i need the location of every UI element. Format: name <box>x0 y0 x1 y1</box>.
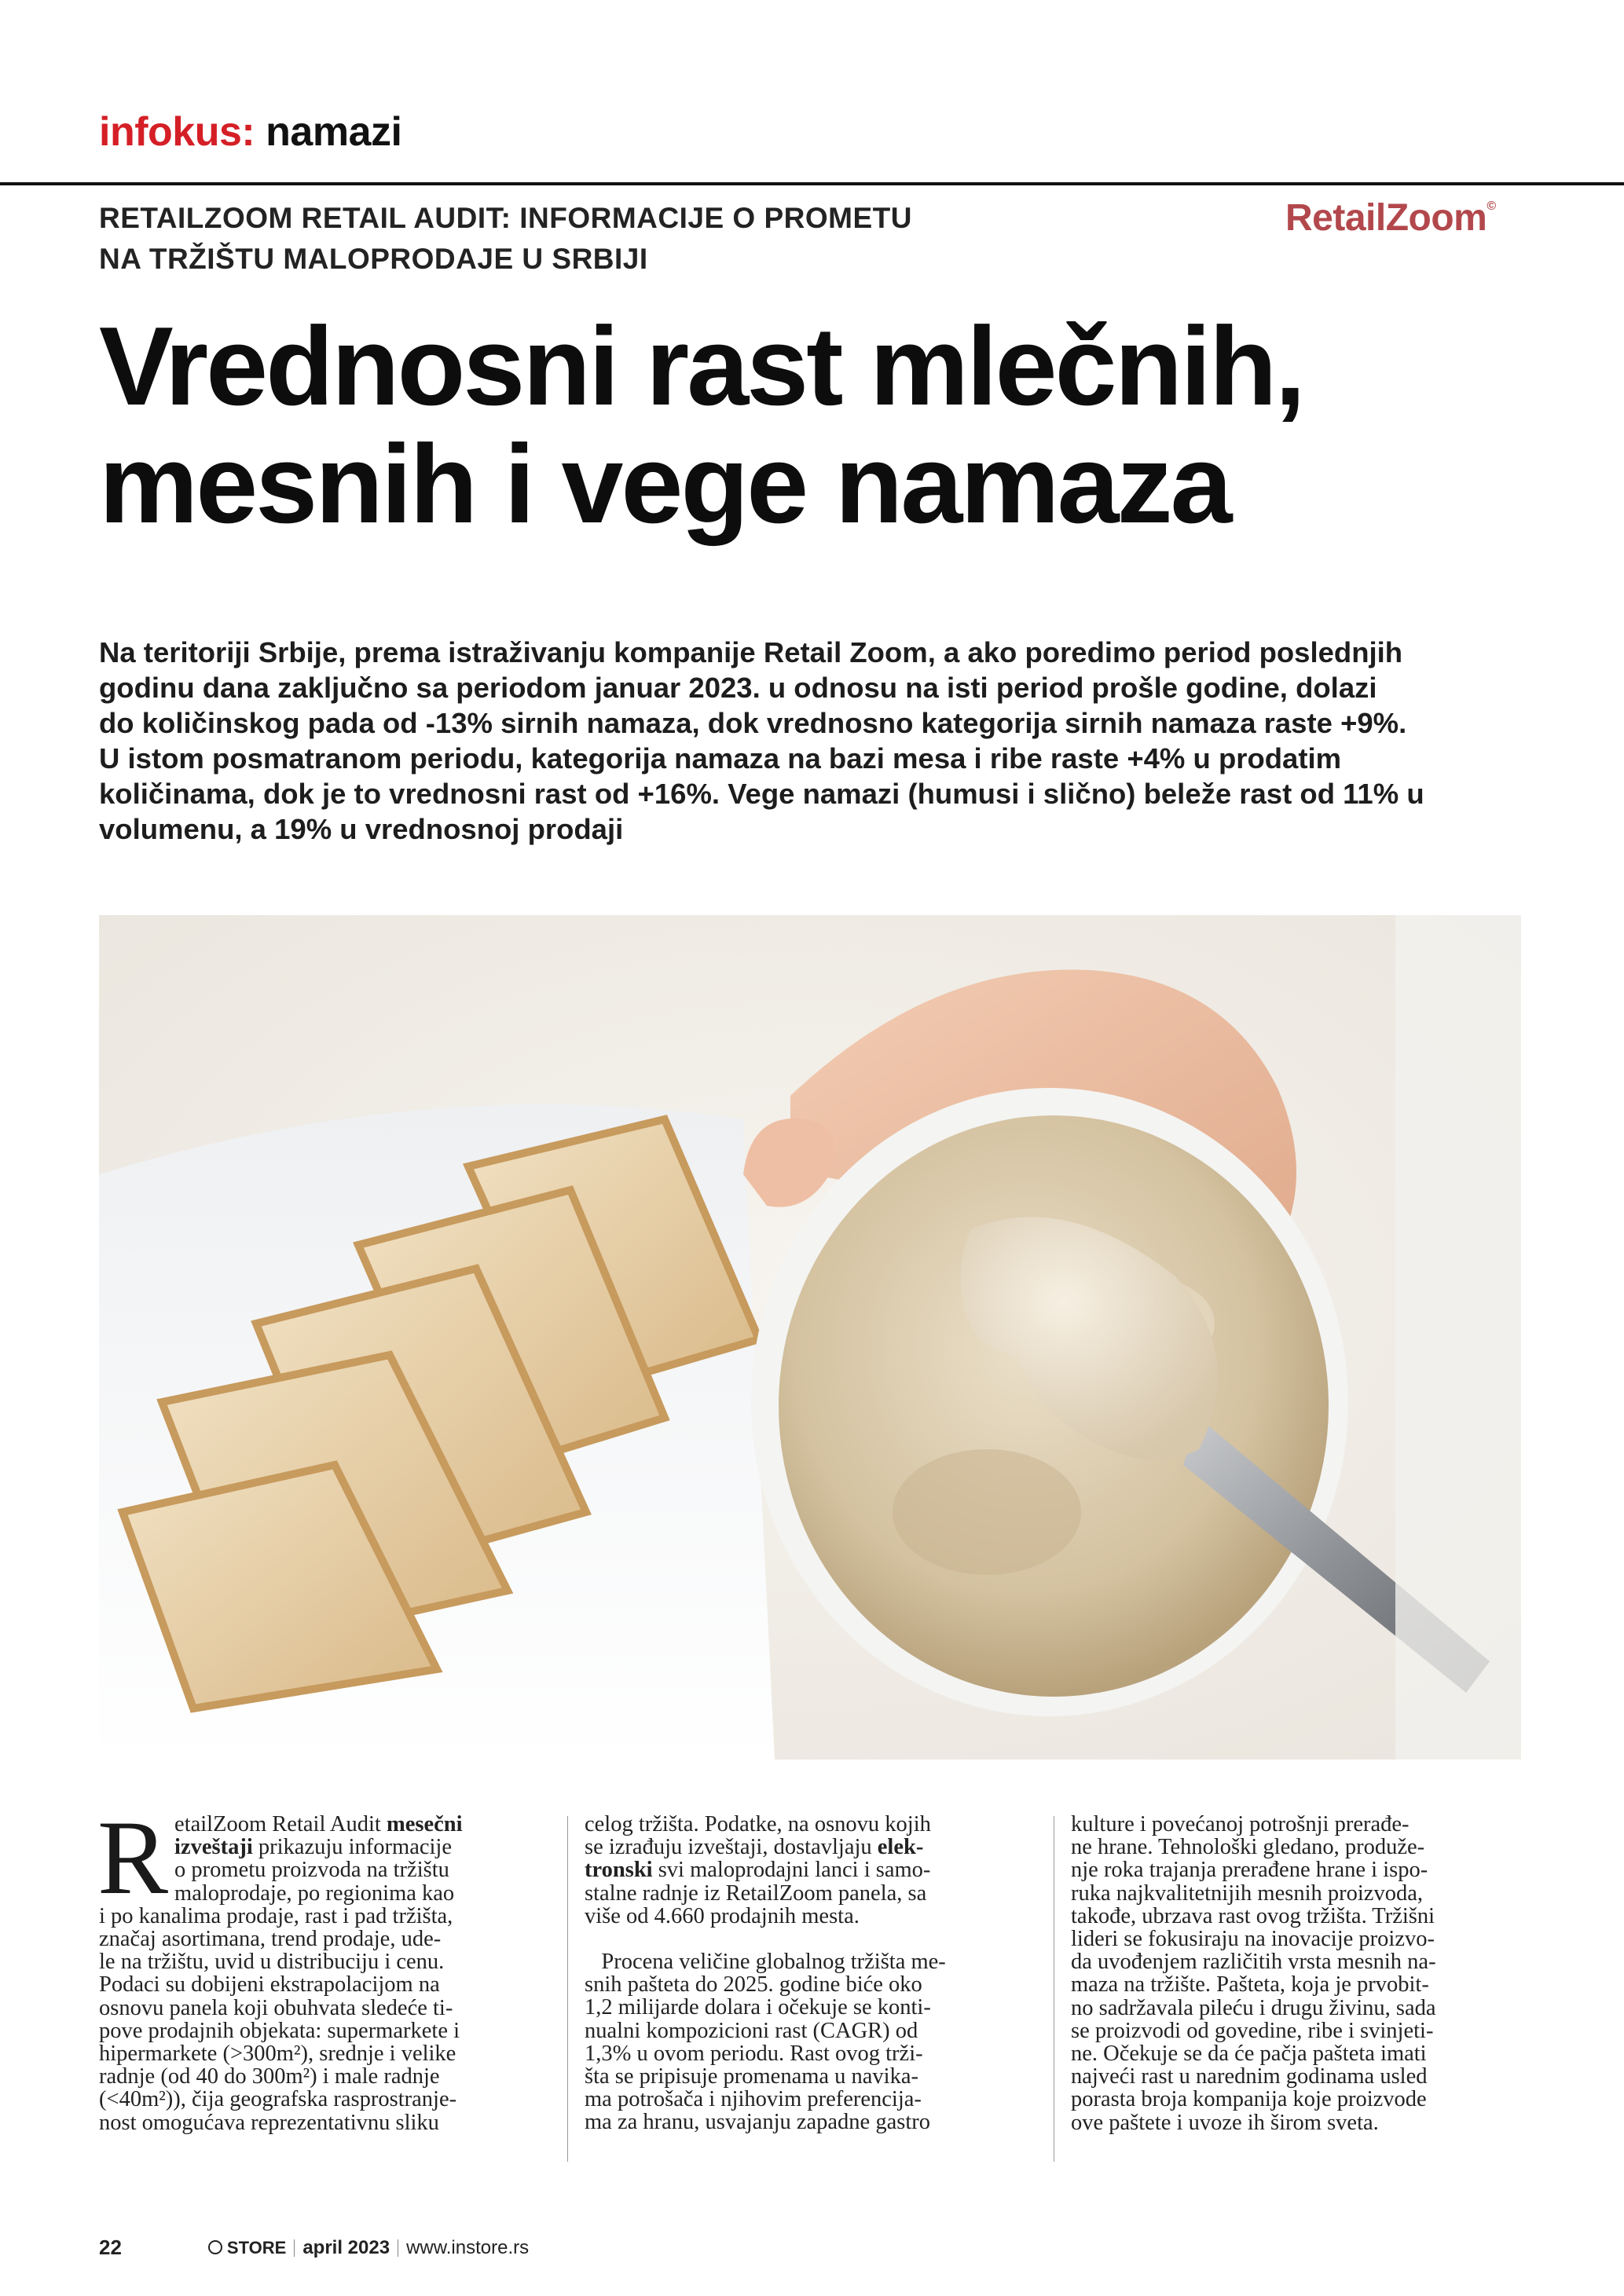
headline-line: Vrednosni rast mlečnih, <box>99 304 1303 429</box>
lead-paragraph <box>99 635 1513 847</box>
headline <box>99 304 1560 547</box>
lead-line: U istom posmatranom periodu, kategorija namaza na bazi mesa i ribe raste +4% u prodatim <box>99 742 1342 774</box>
body-line: pove prodajnih objekata: supermarkete i <box>99 2018 460 2043</box>
body-line: 1,2 milijarde dolara i očekuje se konti- <box>585 1995 931 2020</box>
body-line: maza na tržište. Pašteta, koja je prvobit- <box>1071 1972 1429 1998</box>
lead-line: do količinskog pada od -13% sirnih namaza, dok vrednosno kategorija sirnih namaza raste +9%. <box>99 707 1407 739</box>
body-column-1 <box>97 1800 539 2135</box>
section-prefix: infokus: <box>99 109 255 155</box>
body-line: no sadržavala pileću i drugu živinu, sada <box>1071 1995 1436 2020</box>
kicker <box>99 198 1042 280</box>
body-text-bold: tronski <box>585 1858 653 1883</box>
body-line: snih pašteta do 2025. godine biće oko <box>585 1972 922 1998</box>
headline-line: mesnih i vege namaza <box>99 422 1230 547</box>
page-number: 22 <box>99 2236 122 2259</box>
body-line: ne hrane. Tehnološki gledano, produže- <box>1071 1835 1425 1860</box>
body-line: le na tržištu, uvid u distribuciju i cenu. <box>99 1950 445 1975</box>
body-line: radnje (od 40 do 300m²) i male radnje <box>99 2064 440 2089</box>
section-topic: namazi <box>266 109 402 155</box>
lead-line: volumenu, a 19% u vrednosnoj prodaji <box>99 813 624 845</box>
body-line: ove paštete i uvoze ih širom sveta. <box>1071 2110 1379 2135</box>
body-line: Procena veličine globalnog tržišta me- <box>585 1950 946 1975</box>
body-line: ma za hranu, usvajanju zapadne gastro <box>585 2110 930 2135</box>
body-line: osnovu panela koji obuhvata sledeće ti- <box>99 1995 453 2020</box>
body-line <box>585 1858 1025 1881</box>
body-line: maloprodaje, po regionima kao <box>174 1880 455 1906</box>
lead-line: količinama, dok je to vrednosni rast od +16%. Vege namazi (humusi i slično) beleže rast od 11% u <box>99 778 1424 810</box>
body-text: prikazuju informacije <box>252 1835 452 1860</box>
body-line: ma potrošača i njihovim preferencija- <box>585 2087 922 2112</box>
retailzoom-logo <box>1285 196 1496 240</box>
store-logo-text: STORE <box>226 2237 287 2258</box>
body-text-bold: izveštaji <box>174 1835 253 1860</box>
body-column-2 <box>585 1813 1025 2134</box>
body-line: šta se pripisuje promenama u navika- <box>585 2064 918 2089</box>
paragraph-gap <box>585 1928 1025 1950</box>
body-line: i po kanalima prodaje, rast i pad tržišta, <box>99 1903 453 1928</box>
column-divider <box>567 1816 568 2162</box>
drop-cap: R <box>97 1800 169 1917</box>
body-line: značaj asortimana, trend prodaje, ude- <box>99 1927 442 1952</box>
website-link[interactable]: www.instore.rs <box>406 2236 530 2258</box>
lead-line: Na teritoriji Srbije, prema istraživanju kompanije Retail Zoom, a ako poredimo period poslednjih <box>99 636 1403 668</box>
body-line <box>585 1836 1025 1858</box>
body-line: (<40m²)), čija geografska rasprostranje- <box>99 2087 457 2112</box>
body-line: hipermarkete (>300m²), srednje i velike <box>99 2041 456 2067</box>
body-line: Podaci su dobijeni ekstrapolacijom na <box>99 1972 440 1998</box>
page-footer <box>99 2236 529 2260</box>
body-text-bold: elek- <box>877 1835 924 1860</box>
kicker-line: RETAILZOOM RETAIL AUDIT: INFORMACIJE O PROMETU <box>99 202 912 234</box>
body-line: stalne radnje iz RetailZoom panela, sa <box>585 1880 927 1906</box>
body-text: se izrađuju izveštaji, dostavljaju <box>585 1835 878 1860</box>
store-logo <box>208 2238 286 2258</box>
body-line: kulture i povećanoj potrošnji prerađe- <box>1071 1812 1410 1836</box>
body-line: nost omogućava reprezentativnu sliku <box>99 2110 439 2135</box>
retailzoom-logo-text: RetailZoom <box>1285 197 1487 239</box>
body-line: 1,3% u ovom periodu. Rast ovog trži- <box>585 2041 923 2066</box>
body-line: ruka najkvalitetnijih mesnih proizvoda, <box>1071 1880 1423 1906</box>
section-label <box>99 108 401 156</box>
footer-separator <box>294 2239 295 2257</box>
body-line: takođe, ubrzava rast ovog tržišta. Tržišni <box>1071 1903 1435 1928</box>
body-line: porasta broja kompanija koje proizvode <box>1071 2087 1427 2112</box>
body-line: nje roka trajanja prerađene hrane i ispo- <box>1071 1858 1428 1883</box>
store-logo-icon <box>208 2240 222 2254</box>
body-line: više od 4.660 prodajnih mesta. <box>585 1903 860 1928</box>
body-line: celog tržišta. Podatke, na osnovu kojih <box>585 1812 931 1836</box>
body-line: najveći rast u narednim godinama usled <box>1071 2064 1428 2089</box>
body-text-bold: mesečni <box>386 1812 463 1836</box>
body-text: svi maloprodajni lanci i samo- <box>652 1858 931 1883</box>
kicker-line: NA TRŽIŠTU MALOPRODAJE U SRBIJI <box>99 243 648 275</box>
issue-date: april 2023 <box>302 2236 390 2258</box>
body-line: nualni kompozicioni rast (CAGR) od <box>585 2018 918 2043</box>
body-line: ne. Očekuje se da će pačja pašteta imati <box>1071 2041 1427 2067</box>
body-column-3 <box>1071 1813 1511 2134</box>
header-divider <box>0 182 1624 185</box>
lead-line: godinu dana zaključno sa periodom januar 2023. u odnosu na isti period prošle godine, dolazi <box>99 672 1377 704</box>
body-line: se proizvodi od govedine, ribe i svinjeti- <box>1071 2018 1434 2043</box>
body-line: da uvođenjem različitih vrsta mesnih na- <box>1071 1950 1436 1975</box>
body-text: etailZoom Retail Audit <box>174 1812 387 1836</box>
body-line: o prometu proizvoda na tržištu <box>174 1858 449 1883</box>
spread-photo-illustration <box>99 915 1521 1760</box>
body-line: lideri se fokusiraju na inovacije proizvo- <box>1071 1927 1435 1952</box>
hero-photo <box>99 915 1521 1760</box>
copyright-mark: © <box>1487 200 1496 213</box>
